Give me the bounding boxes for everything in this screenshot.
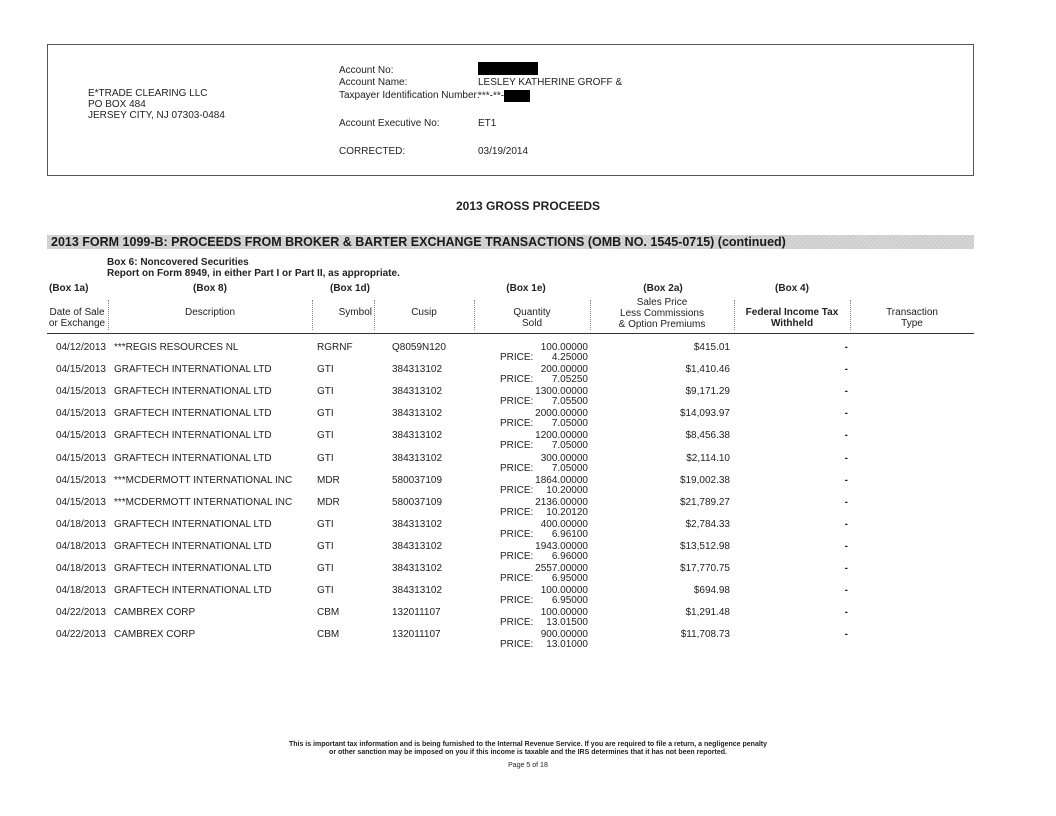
- row-price-value: 6.96000: [551, 551, 588, 562]
- col-header-description: Description: [184, 307, 236, 318]
- row-fed-tax: -: [844, 563, 848, 574]
- row-sales-price: $2,114.10: [686, 453, 730, 464]
- row-sales-price: $1,410.46: [685, 364, 730, 375]
- row-description: GRAFTECH INTERNATIONAL LTD: [114, 563, 272, 574]
- redacted-tin: [504, 90, 530, 102]
- row-cusip: 384313102: [392, 585, 443, 596]
- row-quantity: 200.00000: [540, 364, 588, 375]
- row-symbol: GTI: [317, 541, 334, 552]
- row-fed-tax: -: [844, 519, 848, 530]
- row-quantity: 100.00000: [540, 607, 588, 618]
- row-date: 04/15/2013: [55, 408, 106, 419]
- section-title: Box 6: Noncovered Securities: [107, 257, 249, 268]
- row-date: 04/15/2013: [55, 453, 106, 464]
- row-date: 04/22/2013: [55, 607, 106, 618]
- row-sales-price: $11,708.73: [680, 629, 730, 640]
- row-date: 04/15/2013: [55, 386, 106, 397]
- footer-notice-line2: or other sanction may be imposed on you if this income is taxable and the IRS determines that it has not been reported.: [329, 749, 727, 756]
- row-price-value: 13.01000: [546, 639, 588, 650]
- row-price-value: 7.05000: [551, 440, 588, 451]
- row-price-label: PRICE:: [500, 617, 534, 628]
- box-1e-label: (Box 1e): [506, 283, 546, 294]
- header-rule: [47, 333, 974, 334]
- tin-label: Taxpayer Identification Number:: [339, 90, 480, 101]
- row-sales-price: $17,770.75: [679, 563, 730, 574]
- col-separator: [312, 300, 313, 330]
- row-description: GRAFTECH INTERNATIONAL LTD: [114, 585, 272, 596]
- col-separator: [108, 300, 109, 330]
- row-price-value: 7.05000: [551, 418, 588, 429]
- col-header-sales-line3: & Option Premiums: [618, 319, 706, 330]
- row-symbol: GTI: [317, 364, 334, 375]
- row-price-value: 10.20120: [546, 507, 588, 518]
- row-description: ***MCDERMOTT INTERNATIONAL INC: [114, 475, 293, 486]
- col-header-fed-tax: [736, 307, 848, 329]
- row-date: 04/15/2013: [55, 364, 106, 375]
- broker-name: E*TRADE CLEARING LLC: [88, 88, 208, 99]
- page-number: Page 5 of 18: [508, 762, 548, 769]
- row-cusip: 384313102: [392, 408, 443, 419]
- col-separator: [734, 300, 735, 330]
- col-header-quantity: [476, 307, 588, 329]
- row-cusip: 384313102: [392, 386, 443, 397]
- row-price-label: PRICE:: [500, 639, 534, 650]
- row-sales-price: $9,171.29: [685, 386, 730, 397]
- row-date: 04/22/2013: [55, 629, 106, 640]
- row-quantity: 1200.00000: [535, 430, 588, 441]
- row-description: ***MCDERMOTT INTERNATIONAL INC: [114, 497, 293, 508]
- section-subtitle: Report on Form 8949, in either Part I or Part II, as appropriate.: [107, 268, 400, 279]
- row-quantity: 2557.00000: [535, 563, 588, 574]
- row-fed-tax: -: [844, 453, 848, 464]
- col-header-sales: [592, 297, 732, 330]
- col-header-sales-line1: Sales Price: [636, 297, 688, 308]
- box-2a-label: (Box 2a): [643, 283, 683, 294]
- col-header-type-line2: Type: [901, 318, 923, 329]
- row-quantity: 1943.00000: [535, 541, 588, 552]
- row-fed-tax: -: [844, 386, 848, 397]
- row-price-value: 7.05250: [551, 374, 588, 385]
- row-price-label: PRICE:: [500, 573, 534, 584]
- row-cusip: 384313102: [392, 519, 443, 530]
- row-price-value: 4.25000: [551, 352, 588, 363]
- row-price-label: PRICE:: [500, 529, 534, 540]
- row-price-value: 13.01500: [546, 617, 588, 628]
- row-price-value: 10.20000: [546, 485, 588, 496]
- row-sales-price: $19,002.38: [679, 475, 730, 486]
- row-description: GRAFTECH INTERNATIONAL LTD: [114, 541, 272, 552]
- row-date: 04/15/2013: [55, 430, 106, 441]
- row-price-label: PRICE:: [500, 396, 534, 407]
- col-header-date: [48, 307, 106, 329]
- row-price-label: PRICE:: [500, 440, 534, 451]
- account-name-label: Account Name:: [339, 77, 408, 88]
- row-fed-tax: -: [844, 629, 848, 640]
- row-price-label: PRICE:: [500, 551, 534, 562]
- row-symbol: RGRNF: [317, 342, 353, 353]
- row-description: GRAFTECH INTERNATIONAL LTD: [114, 453, 272, 464]
- broker-po-box: PO BOX 484: [88, 99, 146, 110]
- col-separator: [590, 300, 591, 330]
- row-fed-tax: -: [844, 342, 848, 353]
- row-description: GRAFTECH INTERNATIONAL LTD: [114, 364, 272, 375]
- col-header-sales-line2: Less Commissions: [620, 308, 704, 319]
- row-description: GRAFTECH INTERNATIONAL LTD: [114, 386, 272, 397]
- row-quantity: 1300.00000: [535, 386, 588, 397]
- row-price-value: 7.05500: [551, 396, 588, 407]
- row-symbol: MDR: [317, 497, 340, 508]
- row-description: GRAFTECH INTERNATIONAL LTD: [114, 519, 272, 530]
- col-separator: [850, 300, 851, 330]
- row-symbol: GTI: [317, 453, 334, 464]
- footer-notice-line1: This is important tax information and is being furnished to the Internal Revenue Service. If you are required to file a return, a negligence penalty: [288, 741, 768, 748]
- row-date: 04/15/2013: [55, 497, 106, 508]
- col-separator: [374, 300, 375, 330]
- row-cusip: 384313102: [392, 541, 443, 552]
- row-fed-tax: -: [844, 364, 848, 375]
- row-date: 04/18/2013: [55, 563, 106, 574]
- row-sales-price: $13,512.98: [679, 541, 730, 552]
- col-header-type-line1: Transaction: [886, 307, 938, 318]
- row-sales-price: $694.98: [693, 585, 730, 596]
- tin-value: [478, 90, 530, 102]
- row-price-value: 6.96100: [551, 529, 588, 540]
- tin-prefix: ***-**-: [478, 90, 505, 102]
- row-symbol: GTI: [317, 386, 334, 397]
- col-header-cusip: Cusip: [411, 307, 437, 318]
- row-sales-price: $8,456.38: [685, 430, 730, 441]
- page-title: 2013 GROSS PROCEEDS: [455, 199, 601, 213]
- row-quantity: 400.00000: [540, 519, 588, 530]
- row-cusip: 132011107: [392, 607, 441, 618]
- redacted-account-no: [478, 62, 538, 75]
- row-date: 04/18/2013: [55, 585, 106, 596]
- row-description: CAMBREX CORP: [114, 607, 196, 618]
- row-cusip: 384313102: [392, 430, 443, 441]
- account-exec-label: Account Executive No:: [339, 118, 440, 129]
- row-symbol: CBM: [317, 607, 340, 618]
- col-header-fed-line2: Withheld: [770, 318, 814, 329]
- row-price-label: PRICE:: [500, 485, 534, 496]
- box-4-label: (Box 4): [775, 283, 809, 294]
- row-symbol: GTI: [317, 430, 334, 441]
- row-cusip: 384313102: [392, 563, 443, 574]
- row-cusip: 132011107: [392, 629, 441, 640]
- row-cusip: 384313102: [392, 364, 443, 375]
- row-date: 04/15/2013: [55, 475, 106, 486]
- row-symbol: GTI: [317, 408, 334, 419]
- row-price-value: 7.05000: [551, 463, 588, 474]
- row-fed-tax: -: [844, 408, 848, 419]
- row-price-label: PRICE:: [500, 374, 534, 385]
- row-date: 04/18/2013: [55, 519, 106, 530]
- row-symbol: GTI: [317, 585, 334, 596]
- row-cusip: Q8059N120: [392, 342, 446, 353]
- row-fed-tax: -: [844, 497, 848, 508]
- corrected-date: 03/19/2014: [478, 146, 529, 157]
- row-description: CAMBREX CORP: [114, 629, 196, 640]
- col-header-date-line1: Date of Sale: [49, 307, 105, 318]
- row-description: GRAFTECH INTERNATIONAL LTD: [114, 408, 272, 419]
- row-quantity: 300.00000: [540, 453, 588, 464]
- account-no-label: Account No:: [339, 65, 394, 76]
- broker-address: [88, 88, 225, 121]
- row-sales-price: $2,784.33: [685, 519, 730, 530]
- account-name-value: LESLEY KATHERINE GROFF &: [478, 77, 623, 88]
- row-date: 04/12/2013: [55, 342, 106, 353]
- col-header-symbol: Symbol: [338, 307, 372, 318]
- row-quantity: 2136.00000: [535, 497, 588, 508]
- row-price-label: PRICE:: [500, 418, 534, 429]
- row-quantity: 100.00000: [540, 585, 588, 596]
- col-header-quantity-line2: Sold: [521, 318, 542, 329]
- col-separator: [474, 300, 475, 330]
- row-cusip: 580037109: [392, 475, 443, 486]
- row-symbol: CBM: [317, 629, 340, 640]
- col-header-transaction-type: [852, 307, 972, 329]
- row-symbol: MDR: [317, 475, 340, 486]
- row-cusip: 580037109: [392, 497, 443, 508]
- corrected-label: CORRECTED:: [339, 146, 406, 157]
- row-description: GRAFTECH INTERNATIONAL LTD: [114, 430, 272, 441]
- account-exec-value: ET1: [478, 118, 497, 129]
- row-sales-price: $415.01: [693, 342, 730, 353]
- box-8-label: (Box 8): [193, 283, 227, 294]
- row-fed-tax: -: [844, 430, 848, 441]
- box-1d-label: (Box 1d): [330, 283, 370, 294]
- row-quantity: 100.00000: [540, 342, 588, 353]
- row-cusip: 384313102: [392, 453, 443, 464]
- row-quantity: 2000.00000: [535, 408, 588, 419]
- row-symbol: GTI: [317, 519, 334, 530]
- row-price-label: PRICE:: [500, 507, 534, 518]
- row-sales-price: $14,093.97: [679, 408, 730, 419]
- row-sales-price: $21,789.27: [679, 497, 730, 508]
- form-title: 2013 FORM 1099-B: PROCEEDS FROM BROKER & BARTER EXCHANGE TRANSACTIONS (OMB NO. 1545-0715) (continued): [51, 235, 786, 249]
- form-title-band: [47, 235, 974, 249]
- row-fed-tax: -: [844, 607, 848, 618]
- row-price-label: PRICE:: [500, 352, 534, 363]
- row-sales-price: $1,291.48: [685, 607, 730, 618]
- col-header-date-line2: or Exchange: [48, 318, 106, 329]
- row-price-label: PRICE:: [500, 463, 534, 474]
- box-1a-label: (Box 1a): [49, 283, 89, 294]
- row-date: 04/18/2013: [55, 541, 106, 552]
- row-price-label: PRICE:: [500, 595, 534, 606]
- row-fed-tax: -: [844, 475, 848, 486]
- row-quantity: 1864.00000: [535, 475, 588, 486]
- col-header-quantity-line1: Quantity: [513, 307, 551, 318]
- row-fed-tax: -: [844, 585, 848, 596]
- broker-city: JERSEY CITY, NJ 07303-0484: [88, 110, 225, 121]
- row-description: ***REGIS RESOURCES NL: [114, 342, 239, 353]
- row-fed-tax: -: [844, 541, 848, 552]
- row-price-value: 6.95000: [551, 573, 588, 584]
- row-symbol: GTI: [317, 563, 334, 574]
- row-price-value: 6.95000: [551, 595, 588, 606]
- col-header-fed-line1: Federal Income Tax: [745, 307, 839, 318]
- row-quantity: 900.00000: [540, 629, 588, 640]
